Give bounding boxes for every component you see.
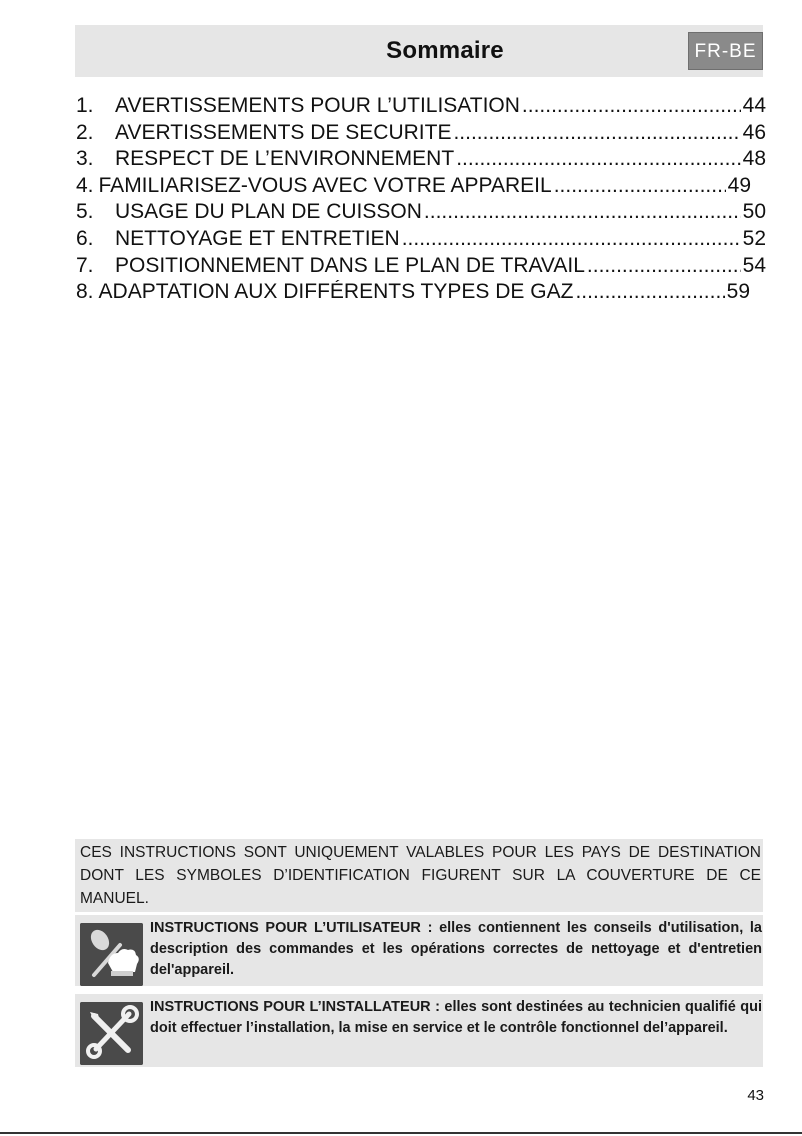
toc-item[interactable] bbox=[76, 174, 751, 201]
toc-title: AVERTISSEMENTS DE SECURITE bbox=[115, 120, 452, 144]
toc-title: AVERTISSEMENTS POUR L’UTILISATION bbox=[115, 94, 520, 117]
toc-leader bbox=[424, 200, 741, 224]
header-bar bbox=[75, 25, 763, 77]
toc-number: 3. bbox=[76, 147, 94, 171]
installer-instructions-text: INSTRUCTIONS POUR L’INSTALLATEUR : elles sont destinées au technicien qualifié qui doit effectuer l’installation, la mise en service et le contrôle fonctionnel del’appareil. bbox=[150, 999, 762, 1036]
toc-number: 1. bbox=[76, 94, 94, 117]
toc-item[interactable] bbox=[76, 227, 766, 254]
toc-number: 4. bbox=[76, 173, 94, 197]
toc-leader bbox=[575, 280, 724, 304]
toc-page: 52 bbox=[742, 226, 766, 250]
page-title: Sommaire bbox=[386, 37, 504, 64]
toc-number: 7. bbox=[76, 253, 94, 277]
destination-notice: CES INSTRUCTIONS SONT UNIQUEMENT VALABLES POUR LES PAYS DE DESTINATION DONT LES SYMBOLES D’IDENTIFICATION FIGURENT SUR LA COUVERTURE DE CE MANUEL. bbox=[75, 839, 763, 912]
toc-item[interactable] bbox=[76, 121, 766, 148]
toc-title: FAMILIARISEZ-VOUS AVEC VOTRE APPAREIL bbox=[98, 173, 552, 197]
toc-number: 2. bbox=[76, 120, 94, 144]
toc-leader bbox=[456, 147, 740, 171]
toc-title: USAGE DU PLAN DE CUISSON bbox=[115, 200, 422, 224]
toc-title: ADAPTATION AUX DIFFÉRENTS TYPES DE GAZ bbox=[98, 280, 574, 304]
toc-item[interactable] bbox=[76, 280, 750, 307]
user-instructions-text: INSTRUCTIONS POUR L’UTILISATEUR : elles contiennent les conseils d'utilisation, la description des commandes et les opérations correctes de nettoyage et d'entretien del'appareil. bbox=[150, 920, 762, 978]
toc-page: 50 bbox=[742, 200, 766, 224]
footer-divider bbox=[0, 1132, 802, 1134]
user-instructions-box bbox=[75, 915, 763, 986]
toc-leader bbox=[554, 174, 726, 198]
toc-item[interactable] bbox=[76, 147, 766, 174]
toc-number: 6. bbox=[76, 226, 94, 250]
installer-instructions-box bbox=[75, 994, 763, 1067]
toc-page: 46 bbox=[742, 120, 766, 144]
toc-page: 59 bbox=[726, 280, 750, 304]
toc-item[interactable] bbox=[76, 254, 766, 281]
language-badge: FR-BE bbox=[688, 32, 763, 70]
toc-item[interactable] bbox=[76, 94, 766, 121]
toc-title: POSITIONNEMENT DANS LE PLAN DE TRAVAIL bbox=[115, 253, 585, 277]
toc-item[interactable] bbox=[76, 200, 766, 227]
toc-leader bbox=[587, 254, 741, 278]
toc-number: 5. bbox=[76, 200, 94, 224]
toc-number: 8. bbox=[76, 280, 94, 304]
toc-title: NETTOYAGE ET ENTRETIEN bbox=[115, 226, 400, 250]
page-number: 43 bbox=[747, 1087, 764, 1104]
toc-page: 44 bbox=[742, 94, 766, 117]
toc-page: 49 bbox=[727, 173, 751, 197]
toc-leader bbox=[453, 121, 740, 145]
chef-hat-spoon-icon bbox=[80, 923, 143, 986]
toc-title: RESPECT DE L’ENVIRONNEMENT bbox=[115, 147, 455, 171]
toc-page: 48 bbox=[742, 147, 766, 171]
toc-page: 54 bbox=[742, 253, 766, 277]
wrench-screwdriver-icon bbox=[80, 1002, 143, 1065]
toc-leader bbox=[522, 94, 741, 118]
toc-leader bbox=[402, 227, 741, 251]
table-of-contents bbox=[76, 94, 766, 307]
